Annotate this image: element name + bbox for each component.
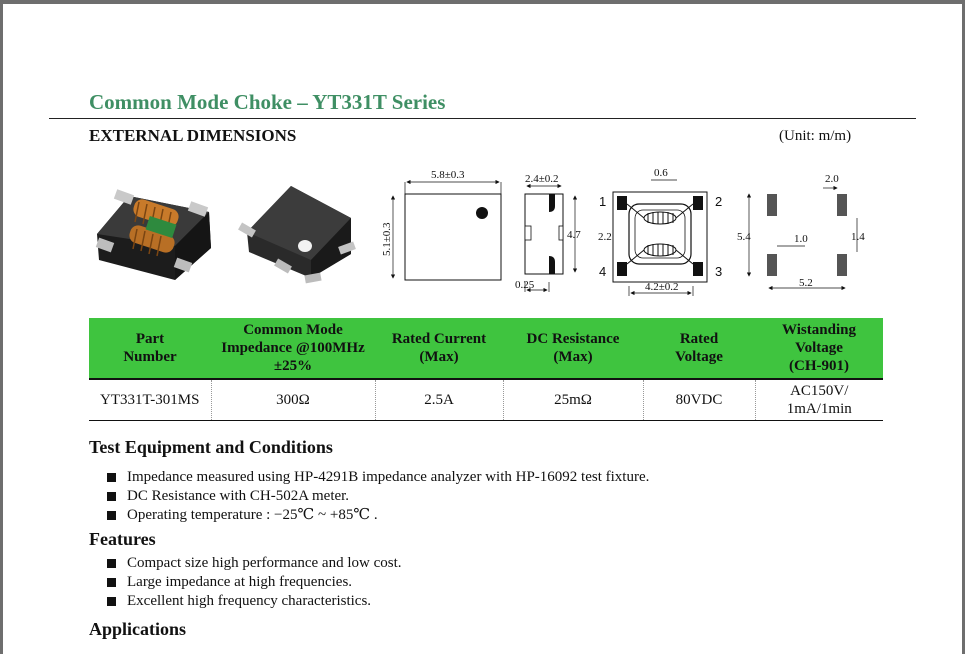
dim-side-height-label: 4.7 (567, 229, 581, 241)
header-dc-resistance: DC Resistance (Max) (503, 318, 643, 379)
dim-land-pad-height-label: 1.4 (851, 231, 865, 243)
features-list (107, 554, 402, 611)
dim-land-pad-label: 2.0 (825, 173, 839, 185)
unit-label: (Unit: m/m) (779, 128, 852, 144)
dimension-drawings (373, 160, 913, 300)
list-item: Impedance measured using HP-4291B impedance analyzer with HP-16092 test fixture. (107, 468, 649, 487)
external-dimensions-heading: EXTERNAL DIMENSIONS (89, 126, 297, 145)
dim-land-width-label: 5.2 (799, 277, 813, 289)
test-conditions-list (107, 468, 649, 525)
pin-3-label: 3 (715, 264, 723, 279)
list-item: Compact size high performance and low cost. (107, 554, 402, 573)
pin-1-label: 1 (599, 194, 607, 209)
table-row (89, 379, 883, 421)
header-rated-voltage: Rated Voltage (643, 318, 755, 379)
document-page (3, 4, 962, 654)
cell-impedance: 300Ω (211, 379, 375, 421)
dim-land-height-label: 5.4 (737, 231, 751, 243)
pin-2-label: 2 (715, 194, 723, 209)
cell-dc-resistance: 25mΩ (503, 379, 643, 421)
product-photos (89, 174, 369, 284)
dim-land-gap-label: 1.0 (794, 233, 808, 245)
list-item: Excellent high frequency characteristics. (107, 592, 402, 611)
list-item: Large impedance at high frequencies. (107, 573, 402, 592)
test-conditions-heading: Test Equipment and Conditions (89, 437, 333, 457)
header-withstanding-voltage: Wistanding Voltage (CH-901) (755, 318, 883, 379)
pin-4-label: 4 (599, 264, 607, 279)
dim-pad-gap-label: 0.6 (654, 167, 668, 179)
dim-height-label: 5.1±0.3 (381, 222, 393, 256)
cell-rated-current: 2.5A (375, 379, 503, 421)
table-header-row (89, 318, 883, 379)
land-pattern-drawing (737, 173, 865, 289)
title-divider (49, 118, 916, 119)
header-rated-current: Rated Current (Max) (375, 318, 503, 379)
dim-foot-label: 0.25 (515, 279, 535, 291)
dim-inner-width-label: 4.2±0.2 (645, 281, 679, 293)
cell-rated-voltage: 80VDC (643, 379, 755, 421)
specification-table (89, 318, 883, 421)
header-part-number: Part Number (89, 318, 211, 379)
product-photo-closed (238, 186, 356, 283)
bottom-view-drawing (598, 167, 722, 296)
features-heading: Features (89, 529, 156, 549)
top-view-drawing (381, 169, 501, 280)
applications-heading: Applications (89, 619, 187, 639)
cell-withstanding-voltage: AC150V/ 1mA/1min (755, 379, 883, 421)
dim-side-width-label: 2.4±0.2 (525, 173, 559, 185)
product-photo-open-coil (96, 189, 211, 280)
document-title: Common Mode Choke – YT331T Series (89, 90, 446, 114)
dim-inner-height-label: 2.2 (598, 231, 612, 243)
list-item: Operating temperature : −25℃ ~ +85℃ . (107, 506, 649, 525)
header-impedance: Common Mode Impedance @100MHz ±25% (211, 318, 375, 379)
list-item: DC Resistance with CH-502A meter. (107, 487, 649, 506)
dim-width-label: 5.8±0.3 (431, 169, 465, 181)
cell-part-number: YT331T-301MS (89, 379, 211, 421)
side-view-drawing (515, 173, 581, 292)
